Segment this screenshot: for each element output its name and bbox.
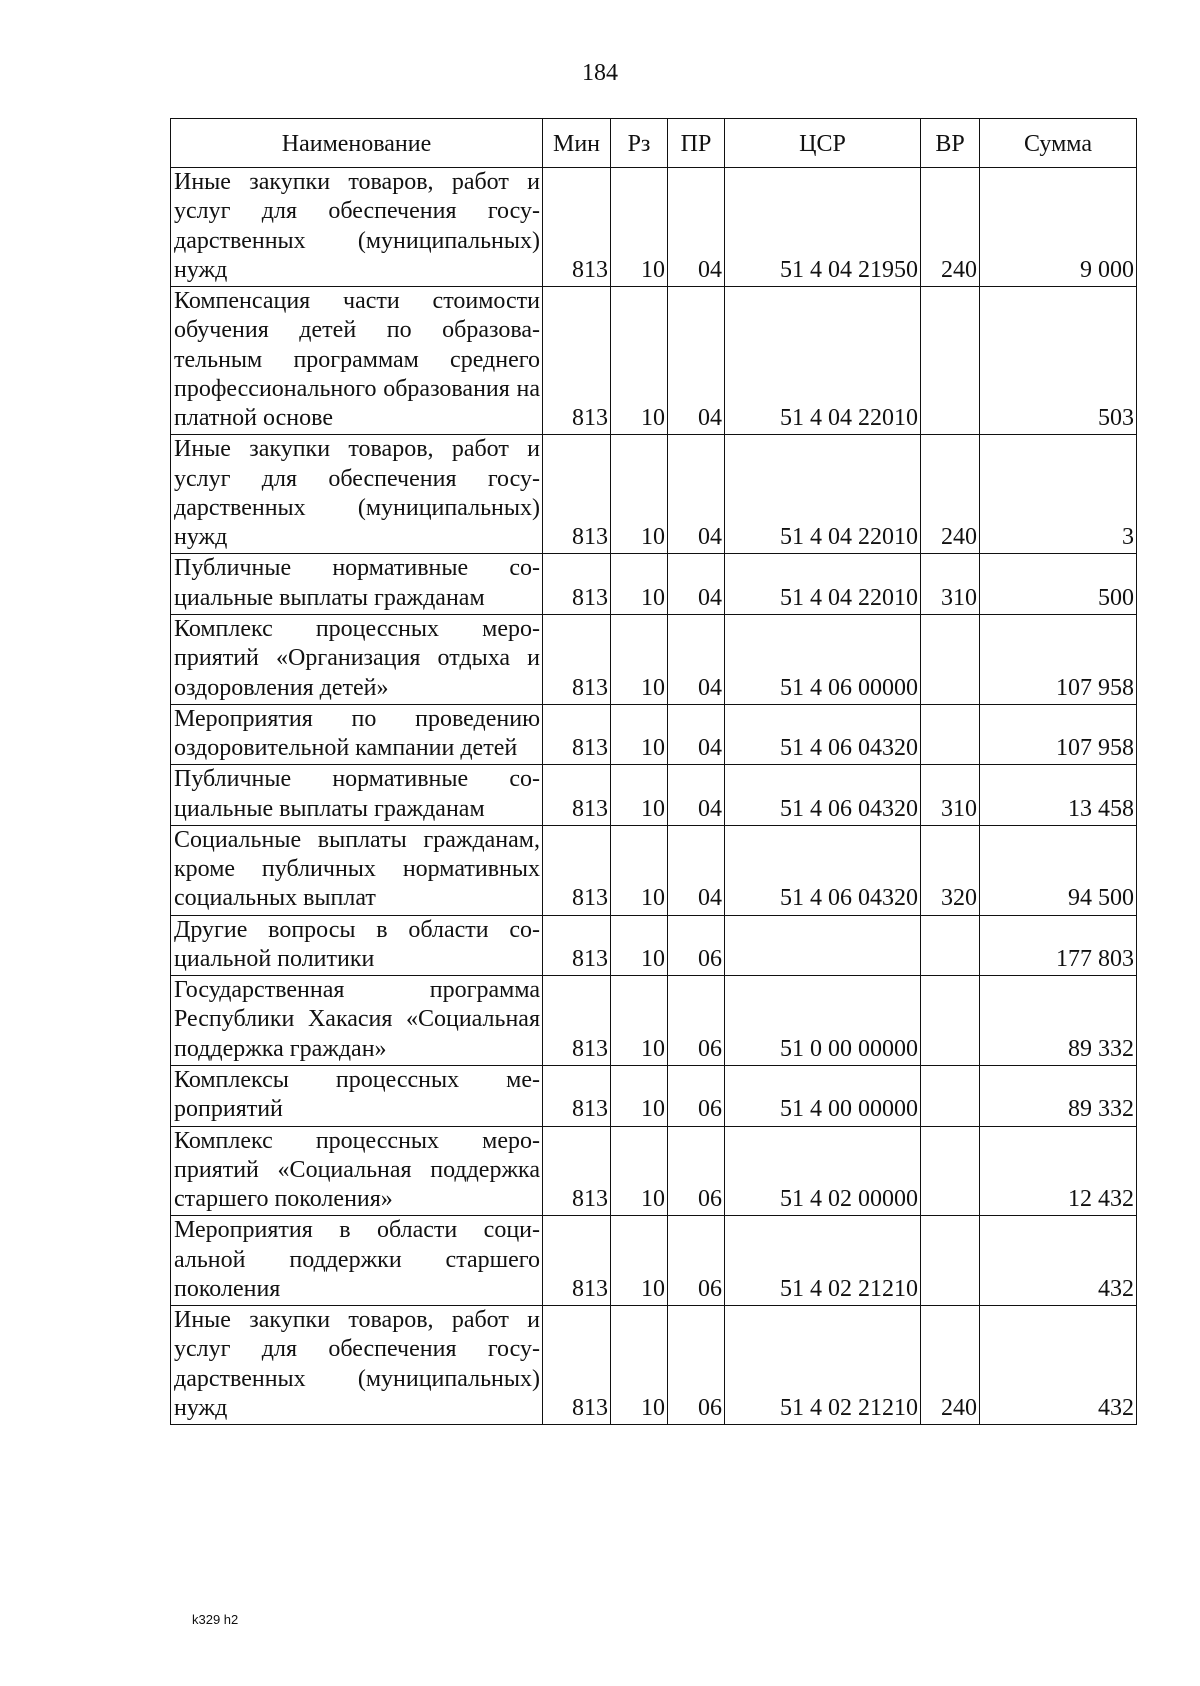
cell-name: Публичные нормативные социальные выплаты гражданам (171, 765, 543, 826)
table-row (171, 1306, 1137, 1425)
cell-min: 813 (543, 976, 611, 1066)
cell-vr: 310 (921, 554, 980, 615)
cell-pr: 04 (668, 765, 725, 826)
header-min: Мин (543, 119, 611, 168)
cell-rz: 10 (611, 1216, 668, 1306)
cell-vr: 310 (921, 765, 980, 826)
cell-pr: 06 (668, 1306, 725, 1425)
cell-name: Мероприятия по проведению оздоровительной кампании детей (171, 704, 543, 765)
cell-csr: 51 4 00 00000 (725, 1065, 921, 1126)
table-row (171, 976, 1137, 1066)
cell-min: 813 (543, 168, 611, 287)
cell-name: Комплекс процессных мероприятий «Социальная поддержка старшего поколения» (171, 1126, 543, 1216)
cell-csr: 51 4 06 00000 (725, 614, 921, 704)
cell-csr: 51 4 06 04320 (725, 704, 921, 765)
cell-sum: 13 458 (980, 765, 1137, 826)
cell-sum: 89 332 (980, 976, 1137, 1066)
cell-rz: 10 (611, 915, 668, 976)
cell-pr: 04 (668, 168, 725, 287)
cell-min: 813 (543, 825, 611, 915)
cell-rz: 10 (611, 704, 668, 765)
cell-name: Другие вопросы в области социальной политики (171, 915, 543, 976)
cell-sum: 432 (980, 1216, 1137, 1306)
cell-min: 813 (543, 435, 611, 554)
cell-min: 813 (543, 765, 611, 826)
table-row (171, 915, 1137, 976)
cell-vr (921, 1126, 980, 1216)
table-row (171, 435, 1137, 554)
cell-sum: 107 958 (980, 614, 1137, 704)
cell-name: Мероприятия в области социальной поддержки старшего поколения (171, 1216, 543, 1306)
table-row (171, 1065, 1137, 1126)
cell-name: Иные закупки товаров, работ и услуг для обеспечения государственных (муниципальных) нужд (171, 1306, 543, 1425)
cell-pr: 06 (668, 976, 725, 1066)
cell-csr: 51 0 00 00000 (725, 976, 921, 1066)
cell-csr (725, 915, 921, 976)
cell-vr (921, 287, 980, 435)
header-row (171, 119, 1137, 168)
cell-min: 813 (543, 704, 611, 765)
cell-sum: 177 803 (980, 915, 1137, 976)
cell-vr (921, 614, 980, 704)
cell-sum: 3 (980, 435, 1137, 554)
table-row (171, 287, 1137, 435)
cell-csr: 51 4 04 21950 (725, 168, 921, 287)
page-number: 184 (582, 60, 618, 86)
cell-rz: 10 (611, 765, 668, 826)
cell-vr (921, 976, 980, 1066)
cell-vr: 320 (921, 825, 980, 915)
cell-min: 813 (543, 554, 611, 615)
cell-vr (921, 1216, 980, 1306)
cell-min: 813 (543, 287, 611, 435)
table-row (171, 765, 1137, 826)
cell-name: Государственная программа Республики Хакасия «Социальная поддержка граждан» (171, 976, 543, 1066)
cell-rz: 10 (611, 825, 668, 915)
cell-min: 813 (543, 614, 611, 704)
cell-name: Иные закупки товаров, работ и услуг для обеспечения государственных (муниципальных) нужд (171, 168, 543, 287)
table-row (171, 554, 1137, 615)
cell-rz: 10 (611, 287, 668, 435)
cell-rz: 10 (611, 435, 668, 554)
cell-pr: 06 (668, 1216, 725, 1306)
header-pr: ПР (668, 119, 725, 168)
cell-pr: 06 (668, 1065, 725, 1126)
cell-rz: 10 (611, 614, 668, 704)
cell-pr: 04 (668, 435, 725, 554)
cell-csr: 51 4 04 22010 (725, 435, 921, 554)
cell-pr: 04 (668, 287, 725, 435)
cell-sum: 503 (980, 287, 1137, 435)
header-sum: Сумма (980, 119, 1137, 168)
cell-csr: 51 4 02 00000 (725, 1126, 921, 1216)
cell-name: Комплексы процессных мероприятий (171, 1065, 543, 1126)
table-row (171, 1216, 1137, 1306)
cell-sum: 432 (980, 1306, 1137, 1425)
cell-pr: 04 (668, 554, 725, 615)
cell-vr (921, 704, 980, 765)
cell-vr (921, 915, 980, 976)
cell-vr: 240 (921, 435, 980, 554)
header-csr: ЦСР (725, 119, 921, 168)
cell-rz: 10 (611, 976, 668, 1066)
cell-min: 813 (543, 1065, 611, 1126)
cell-pr: 04 (668, 614, 725, 704)
cell-name: Публичные нормативные социальные выплаты гражданам (171, 554, 543, 615)
cell-rz: 10 (611, 554, 668, 615)
cell-sum: 12 432 (980, 1126, 1137, 1216)
cell-pr: 06 (668, 915, 725, 976)
budget-table (170, 118, 1137, 1425)
cell-vr: 240 (921, 168, 980, 287)
cell-min: 813 (543, 1306, 611, 1425)
cell-sum: 9 000 (980, 168, 1137, 287)
header-vr: ВР (921, 119, 980, 168)
cell-rz: 10 (611, 1126, 668, 1216)
cell-sum: 107 958 (980, 704, 1137, 765)
cell-csr: 51 4 06 04320 (725, 765, 921, 826)
cell-min: 813 (543, 915, 611, 976)
cell-sum: 94 500 (980, 825, 1137, 915)
cell-name: Комплекс процессных мероприятий «Организация отдыха и оздоровления детей» (171, 614, 543, 704)
cell-name: Иные закупки товаров, работ и услуг для обеспечения государственных (муниципальных) нужд (171, 435, 543, 554)
cell-csr: 51 4 04 22010 (725, 287, 921, 435)
cell-pr: 06 (668, 1126, 725, 1216)
cell-sum: 89 332 (980, 1065, 1137, 1126)
table-row (171, 614, 1137, 704)
header-name: Наименование (171, 119, 543, 168)
cell-vr (921, 1065, 980, 1126)
cell-vr: 240 (921, 1306, 980, 1425)
cell-pr: 04 (668, 704, 725, 765)
cell-rz: 10 (611, 1306, 668, 1425)
cell-csr: 51 4 02 21210 (725, 1216, 921, 1306)
cell-rz: 10 (611, 1065, 668, 1126)
cell-name: Социальные выплаты гражданам, кроме публичных нормативных социальных выплат (171, 825, 543, 915)
cell-pr: 04 (668, 825, 725, 915)
cell-csr: 51 4 04 22010 (725, 554, 921, 615)
table-row (171, 1126, 1137, 1216)
table-row (171, 704, 1137, 765)
cell-name: Компенсация части стоимости обучения детей по образовательным программам среднего профессионального образования на платной основе (171, 287, 543, 435)
table-row (171, 825, 1137, 915)
cell-sum: 500 (980, 554, 1137, 615)
cell-min: 813 (543, 1126, 611, 1216)
header-rz: Рз (611, 119, 668, 168)
cell-csr: 51 4 02 21210 (725, 1306, 921, 1425)
cell-min: 813 (543, 1216, 611, 1306)
table-row (171, 168, 1137, 287)
cell-rz: 10 (611, 168, 668, 287)
table-body (171, 168, 1137, 1425)
cell-csr: 51 4 06 04320 (725, 825, 921, 915)
footer-code: k329 h2 (192, 1612, 239, 1627)
